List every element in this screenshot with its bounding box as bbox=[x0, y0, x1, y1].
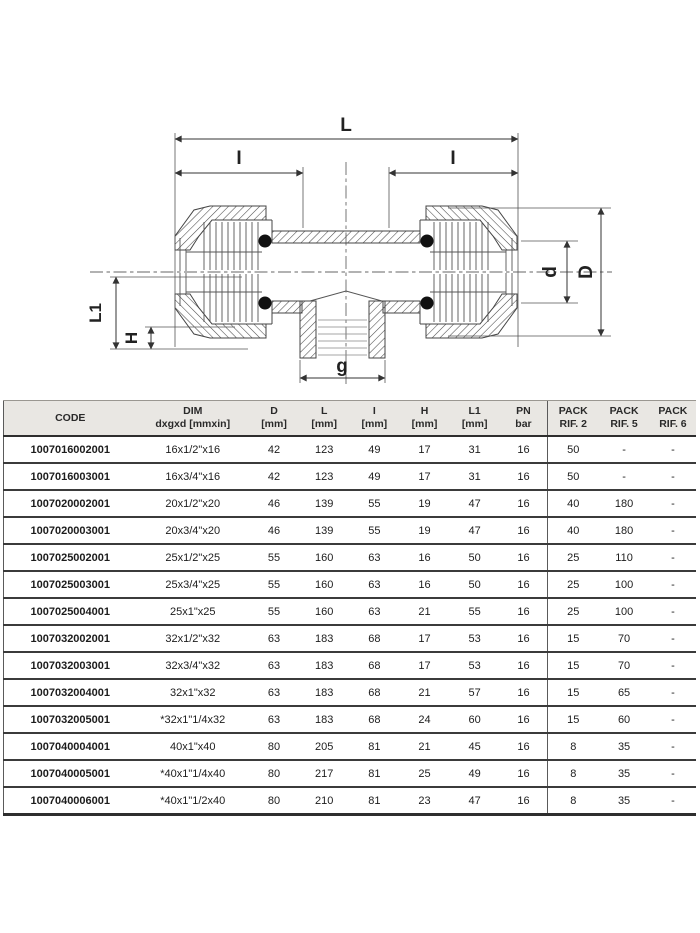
value-cell: 55 bbox=[349, 490, 399, 517]
value-cell: - bbox=[650, 679, 696, 706]
value-cell: 47 bbox=[450, 517, 500, 544]
value-cell: 16 bbox=[500, 517, 548, 544]
value-cell: 63 bbox=[349, 544, 399, 571]
value-cell: - bbox=[650, 706, 696, 733]
column-header: PACK RIF. 6 bbox=[650, 401, 696, 437]
value-cell: 63 bbox=[349, 598, 399, 625]
value-cell: 217 bbox=[299, 760, 349, 787]
value-cell: 183 bbox=[299, 625, 349, 652]
value-cell: 40x1"x40 bbox=[137, 733, 249, 760]
value-cell: - bbox=[650, 733, 696, 760]
column-header: H [mm] bbox=[399, 401, 449, 437]
value-cell: *40x1"1/2x40 bbox=[137, 787, 249, 815]
value-cell: - bbox=[650, 760, 696, 787]
value-cell: 68 bbox=[349, 706, 399, 733]
table-row bbox=[4, 787, 697, 815]
thread-lines bbox=[318, 320, 367, 355]
value-cell: 80 bbox=[249, 787, 299, 815]
table-row bbox=[4, 679, 697, 706]
value-cell: 16 bbox=[500, 625, 548, 652]
value-cell: 25 bbox=[399, 760, 449, 787]
value-cell: 57 bbox=[450, 679, 500, 706]
value-cell: 15 bbox=[548, 679, 599, 706]
column-header: PACK RIF. 2 bbox=[548, 401, 599, 437]
value-cell: - bbox=[598, 436, 649, 463]
value-cell: - bbox=[650, 436, 696, 463]
column-header: DIM dxgxd [mmxin] bbox=[137, 401, 249, 437]
value-cell: 210 bbox=[299, 787, 349, 815]
value-cell: 16 bbox=[500, 760, 548, 787]
value-cell: 16 bbox=[500, 571, 548, 598]
value-cell: 25 bbox=[548, 598, 599, 625]
value-cell: 15 bbox=[548, 706, 599, 733]
table-row bbox=[4, 625, 697, 652]
value-cell: 55 bbox=[249, 544, 299, 571]
column-header: I [mm] bbox=[349, 401, 399, 437]
code-cell: 1007025004001 bbox=[4, 598, 137, 625]
value-cell: 183 bbox=[299, 652, 349, 679]
fitting-cross-section-drawing bbox=[0, 100, 700, 395]
value-cell: 20x3/4"x20 bbox=[137, 517, 249, 544]
value-cell: 123 bbox=[299, 463, 349, 490]
value-cell: 20x1/2"x20 bbox=[137, 490, 249, 517]
spec-table-header bbox=[4, 401, 697, 437]
value-cell: 25 bbox=[548, 544, 599, 571]
value-cell: 32x1/2"x32 bbox=[137, 625, 249, 652]
code-cell: 1007016003001 bbox=[4, 463, 137, 490]
value-cell: 16 bbox=[500, 652, 548, 679]
code-cell: 1007025003001 bbox=[4, 571, 137, 598]
value-cell: 53 bbox=[450, 652, 500, 679]
value-cell: 160 bbox=[299, 571, 349, 598]
value-cell: 42 bbox=[249, 463, 299, 490]
value-cell: 23 bbox=[399, 787, 449, 815]
value-cell: 16x3/4"x16 bbox=[137, 463, 249, 490]
code-cell: 1007025002001 bbox=[4, 544, 137, 571]
value-cell: 32x3/4"x32 bbox=[137, 652, 249, 679]
table-row bbox=[4, 652, 697, 679]
code-cell: 1007040006001 bbox=[4, 787, 137, 815]
value-cell: 183 bbox=[299, 679, 349, 706]
value-cell: 110 bbox=[598, 544, 649, 571]
value-cell: 16 bbox=[500, 598, 548, 625]
value-cell: 16 bbox=[500, 544, 548, 571]
table-row bbox=[4, 463, 697, 490]
value-cell: 15 bbox=[548, 652, 599, 679]
table-row bbox=[4, 436, 697, 463]
value-cell: 42 bbox=[249, 436, 299, 463]
value-cell: 139 bbox=[299, 517, 349, 544]
value-cell: 47 bbox=[450, 490, 500, 517]
dim-label-I-right: I bbox=[450, 148, 456, 169]
value-cell: 16 bbox=[500, 706, 548, 733]
table-row bbox=[4, 544, 697, 571]
column-header: D [mm] bbox=[249, 401, 299, 437]
value-cell: 50 bbox=[450, 544, 500, 571]
value-cell: 17 bbox=[399, 625, 449, 652]
value-cell: 16 bbox=[500, 490, 548, 517]
table-row bbox=[4, 706, 697, 733]
value-cell: 25x1"x25 bbox=[137, 598, 249, 625]
value-cell: 80 bbox=[249, 760, 299, 787]
value-cell: 19 bbox=[399, 490, 449, 517]
header-row bbox=[4, 401, 697, 437]
value-cell: 65 bbox=[598, 679, 649, 706]
value-cell: 35 bbox=[598, 733, 649, 760]
value-cell: - bbox=[650, 787, 696, 815]
value-cell: - bbox=[650, 490, 696, 517]
value-cell: 25x3/4"x25 bbox=[137, 571, 249, 598]
value-cell: 50 bbox=[548, 436, 599, 463]
value-cell: 17 bbox=[399, 463, 449, 490]
value-cell: 25 bbox=[548, 571, 599, 598]
value-cell: 160 bbox=[299, 544, 349, 571]
dim-label-I-left: I bbox=[236, 148, 242, 169]
spec-table bbox=[3, 400, 696, 816]
centerlines bbox=[90, 162, 612, 384]
code-cell: 1007032002001 bbox=[4, 625, 137, 652]
value-cell: 16x1/2"x16 bbox=[137, 436, 249, 463]
column-header: L1 [mm] bbox=[450, 401, 500, 437]
value-cell: 45 bbox=[450, 733, 500, 760]
value-cell: 139 bbox=[299, 490, 349, 517]
value-cell: 180 bbox=[598, 517, 649, 544]
value-cell: 50 bbox=[450, 571, 500, 598]
value-cell: - bbox=[650, 544, 696, 571]
value-cell: 49 bbox=[450, 760, 500, 787]
column-header: CODE bbox=[4, 401, 137, 437]
value-cell: 70 bbox=[598, 652, 649, 679]
value-cell: 21 bbox=[399, 679, 449, 706]
value-cell: 55 bbox=[349, 517, 399, 544]
dim-label-g: g bbox=[336, 356, 348, 377]
value-cell: *32x1"1/4x32 bbox=[137, 706, 249, 733]
column-header: L [mm] bbox=[299, 401, 349, 437]
value-cell: 68 bbox=[349, 625, 399, 652]
value-cell: 100 bbox=[598, 598, 649, 625]
code-cell: 1007040004001 bbox=[4, 733, 137, 760]
value-cell: 180 bbox=[598, 490, 649, 517]
value-cell: 46 bbox=[249, 517, 299, 544]
value-cell: 35 bbox=[598, 787, 649, 815]
value-cell: 123 bbox=[299, 436, 349, 463]
value-cell: 17 bbox=[399, 436, 449, 463]
value-cell: 55 bbox=[249, 598, 299, 625]
value-cell: 47 bbox=[450, 787, 500, 815]
value-cell: - bbox=[650, 463, 696, 490]
value-cell: 40 bbox=[548, 517, 599, 544]
value-cell: 46 bbox=[249, 490, 299, 517]
column-header: PN bar bbox=[500, 401, 548, 437]
value-cell: 80 bbox=[249, 733, 299, 760]
column-header: PACK RIF. 5 bbox=[598, 401, 649, 437]
value-cell: 49 bbox=[349, 436, 399, 463]
value-cell: 63 bbox=[249, 679, 299, 706]
value-cell: - bbox=[598, 463, 649, 490]
value-cell: 15 bbox=[548, 625, 599, 652]
value-cell: 25x1/2"x25 bbox=[137, 544, 249, 571]
value-cell: 8 bbox=[548, 733, 599, 760]
value-cell: 55 bbox=[249, 571, 299, 598]
spec-table-container bbox=[3, 400, 696, 816]
value-cell: 68 bbox=[349, 679, 399, 706]
value-cell: - bbox=[650, 571, 696, 598]
value-cell: - bbox=[650, 625, 696, 652]
code-cell: 1007040005001 bbox=[4, 760, 137, 787]
value-cell: 81 bbox=[349, 733, 399, 760]
code-cell: 1007020002001 bbox=[4, 490, 137, 517]
code-cell: 1007032005001 bbox=[4, 706, 137, 733]
value-cell: 8 bbox=[548, 787, 599, 815]
value-cell: 21 bbox=[399, 598, 449, 625]
value-cell: 63 bbox=[349, 571, 399, 598]
dim-label-H: H bbox=[122, 331, 141, 345]
value-cell: 16 bbox=[500, 733, 548, 760]
value-cell: - bbox=[650, 517, 696, 544]
value-cell: 63 bbox=[249, 625, 299, 652]
code-cell: 1007020003001 bbox=[4, 517, 137, 544]
value-cell: 205 bbox=[299, 733, 349, 760]
value-cell: - bbox=[650, 652, 696, 679]
value-cell: 70 bbox=[598, 625, 649, 652]
code-cell: 1007032003001 bbox=[4, 652, 137, 679]
value-cell: 81 bbox=[349, 787, 399, 815]
value-cell: *40x1"1/4x40 bbox=[137, 760, 249, 787]
table-row bbox=[4, 571, 697, 598]
dim-label-d: d bbox=[540, 266, 561, 278]
table-row bbox=[4, 598, 697, 625]
value-cell: 31 bbox=[450, 436, 500, 463]
dim-label-L: L bbox=[340, 115, 352, 136]
value-cell: - bbox=[650, 598, 696, 625]
value-cell: 17 bbox=[399, 652, 449, 679]
value-cell: 60 bbox=[598, 706, 649, 733]
dim-label-L1: L1 bbox=[86, 303, 105, 323]
value-cell: 19 bbox=[399, 517, 449, 544]
value-cell: 16 bbox=[500, 463, 548, 490]
spec-table-body bbox=[4, 436, 697, 815]
value-cell: 55 bbox=[450, 598, 500, 625]
value-cell: 16 bbox=[399, 571, 449, 598]
value-cell: 32x1"x32 bbox=[137, 679, 249, 706]
value-cell: 40 bbox=[548, 490, 599, 517]
value-cell: 53 bbox=[450, 625, 500, 652]
dim-label-D: D bbox=[576, 265, 597, 279]
value-cell: 50 bbox=[548, 463, 599, 490]
dimension-lines bbox=[110, 133, 611, 383]
table-row bbox=[4, 733, 697, 760]
value-cell: 8 bbox=[548, 760, 599, 787]
table-row bbox=[4, 490, 697, 517]
value-cell: 16 bbox=[399, 544, 449, 571]
value-cell: 63 bbox=[249, 706, 299, 733]
value-cell: 68 bbox=[349, 652, 399, 679]
value-cell: 16 bbox=[500, 787, 548, 815]
value-cell: 24 bbox=[399, 706, 449, 733]
code-cell: 1007016002001 bbox=[4, 436, 137, 463]
value-cell: 49 bbox=[349, 463, 399, 490]
value-cell: 31 bbox=[450, 463, 500, 490]
value-cell: 16 bbox=[500, 436, 548, 463]
table-row bbox=[4, 517, 697, 544]
value-cell: 160 bbox=[299, 598, 349, 625]
value-cell: 60 bbox=[450, 706, 500, 733]
value-cell: 63 bbox=[249, 652, 299, 679]
value-cell: 100 bbox=[598, 571, 649, 598]
value-cell: 35 bbox=[598, 760, 649, 787]
value-cell: 81 bbox=[349, 760, 399, 787]
table-row bbox=[4, 760, 697, 787]
value-cell: 16 bbox=[500, 679, 548, 706]
value-cell: 183 bbox=[299, 706, 349, 733]
value-cell: 21 bbox=[399, 733, 449, 760]
code-cell: 1007032004001 bbox=[4, 679, 137, 706]
